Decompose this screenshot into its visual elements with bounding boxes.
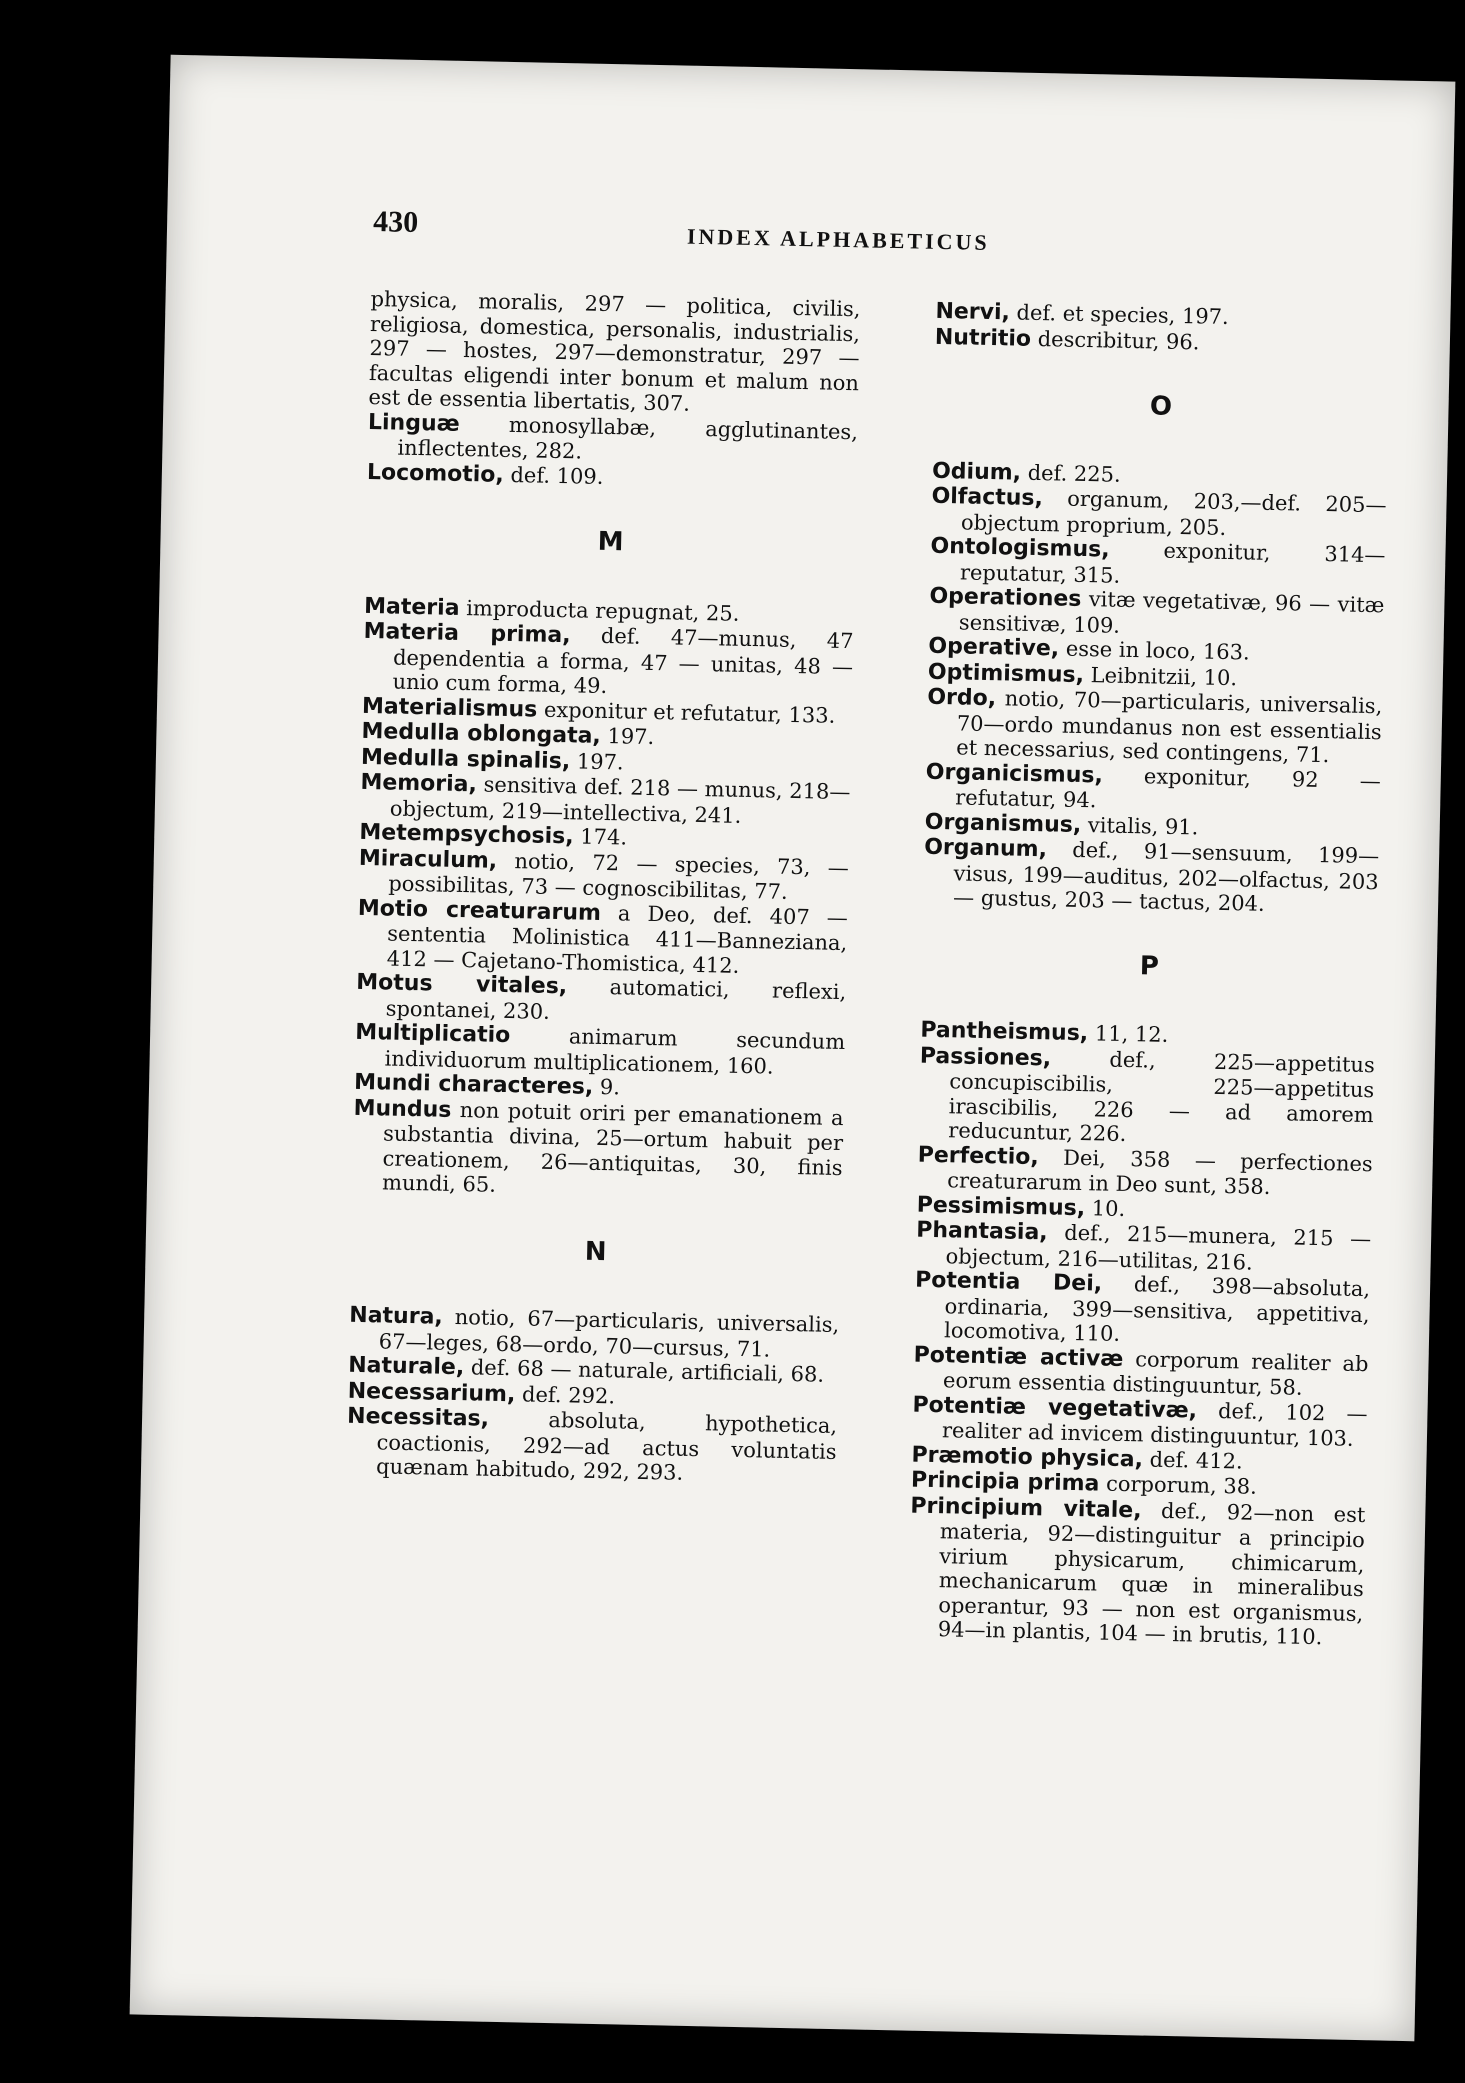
entries-m [352,593,854,1204]
entry-text: vitæ vegetativæ, 96 — vitæ sensitivæ, 109. [958,586,1385,638]
entry-headword: Pantheismus, [920,1017,1089,1047]
entry-text: notio, 72 — species, 73, — possibilitas, 73 — cognoscibilitas, 77. [388,848,850,904]
entry-text: def. 109. [503,462,604,489]
entry-headword: Organicismus, [925,759,1104,788]
running-head: INDEX ALPHABETICUS [686,223,990,255]
section-letter-n: N [584,1236,607,1267]
entry-text: exponitur, 92 — refutatur, 94. [955,762,1381,813]
entry-headword: Organismus, [924,809,1082,838]
index-entry [362,619,853,704]
entry-text: def. 47—munus, 47 dependentia a forma, 47 — unitas, 48 — unio cum forma, 49. [392,623,854,699]
entry-headword: Motio creaturarum [357,895,602,926]
index-entry [926,685,1382,769]
entry-text: esse in loco, 163. [1058,636,1250,665]
entry-headword: Medulla spinalis, [360,744,571,774]
section-letter-o: O [1149,391,1173,422]
book-page [130,55,1456,2041]
entry-text: a Deo, def. 407 —sententia Molinistica 411—Banneziana, 412 — Cajetano-Thomistica, 412. [386,900,848,978]
entries-n [346,1303,840,1489]
entry-text: 11, 12. [1087,1021,1169,1047]
entry-headword: Multiplicatio [354,1019,511,1049]
entry-headword: Miraculum, [358,845,498,874]
page-number: 430 [372,205,419,239]
entry-text: 174. [573,824,628,850]
entry-headword: Ontologismus, [930,533,1110,563]
entry-text: def., 398—absoluta, ordinaria, 399—sensitiva, appetitiva, locomotiva, 110. [943,1271,1371,1346]
entry-text: corporum realiter ab eorum essentia distinguuntur, 58. [942,1346,1369,1400]
entry-headword: Principium vitale, [910,1493,1142,1523]
entry-text: corporum, 38. [1099,1471,1258,1499]
entry-headword: Linguæ [367,409,460,437]
entry-text: def. 225. [1020,460,1121,487]
entry-text: Leibnitzii, 10. [1083,662,1238,690]
right-column [908,299,1391,1651]
entry-headword: Necessarium, [347,1378,516,1407]
entry-headword: Phantasia, [915,1217,1048,1246]
entry-text: exponitur et refutatur, 133. [537,697,836,728]
entry-text: def. 412. [1142,1446,1243,1474]
entry-headword: Optimismus, [927,659,1085,688]
entry-headword: Potentia Dei, [914,1267,1103,1297]
entry-text: 10. [1084,1195,1126,1221]
entry-headword: Ordo, [927,684,997,712]
entry-headword: Naturale, [347,1352,465,1381]
entries-o [923,458,1387,918]
index-entry [352,1095,844,1204]
entry-text: def., 91—sensuum, 199—visus, 199—auditus, 202—olfactus, 203 — gustus, 203 — tactus, 204. [952,837,1380,916]
entry-headword: Mundus [353,1095,452,1123]
entry-headword: Odium, [931,458,1022,486]
entry-text: def., 92—non est materia, 92—distinguitur a principio virium physicarum, chimicarum, mechanicarum quæ in mineralibus operantur, 93 — non est organismus, 94—in plantis, 104 — in brutis, 110. [937,1497,1366,1650]
entry-text: def., 225—appetitus concupiscibilis, 225—appetitus irascibilis, 226 — ad amorem reducuntur, 226. [948,1045,1376,1147]
entry-text: 197. [600,723,655,750]
index-entry [908,1493,1366,1650]
entry-text: notio, 70—particularis, universalis, 70—ordo mundanus non est essentialis et necessarius, sed contingens, 71. [956,686,1383,768]
entry-text: def. et species, 197. [1009,300,1229,329]
entry-headword: Materia prima, [363,618,571,649]
entry-headword: Necessitas, [346,1403,490,1432]
entry-headword: Passiones, [919,1043,1052,1071]
entry-text: notio, 67—particularis, universalis, 67—leges, 68—ordo, 70—cursus, 71. [378,1304,840,1362]
entry-text: def. 68 — naturale, artificiali, 68. [463,1355,825,1387]
entry-text: Dei, 358 — perfectiones creaturarum in Deo sunt, 358. [947,1144,1373,1200]
index-entry [346,1404,837,1489]
entry-text: def., 102 — realiter ad invicem distinguuntur, 103. [941,1398,1368,1451]
entry-text: absoluta, hypothetica, coactionis, 292—ad actus voluntatis quænam habitudo, 292, 293. [375,1406,838,1485]
entry-headword: Motus vitales, [356,969,568,1000]
entry-headword: Operationes [929,583,1082,612]
entry-headword: Organum, [923,834,1048,863]
entry-text: sensitiva def. 218 — munus, 218—objectum, 219—intellectiva, 241. [389,772,851,828]
entries-p [908,1018,1376,1651]
entry-headword: Pessimismus, [916,1192,1086,1221]
entry-text: animarum secundum individuorum multiplicationem, 160. [384,1023,846,1079]
entry-headword: Operative, [928,633,1060,662]
section-letter-m: M [597,526,624,558]
entry-headword: Olfactus, [931,483,1044,512]
entry-text: def., 215—munera, 215 —objectum, 216—utilitas, 216. [945,1220,1372,1275]
entry-headword: Potentiæ activæ [913,1342,1124,1372]
entry-text: def. 292. [515,1381,616,1408]
entry-text: 9. [593,1074,621,1100]
entry-text: improducta repugnat, 25. [459,595,740,626]
entry-headword: Memoria, [360,769,478,798]
continued-entry: physica, moralis, 297 — politica, civilis, religiosa, domestica, personalis, industrialis, 297 — hostes, 297—demonstratur, 297 — facultas eligendi inter bonum et malum non est de essentia libertatis, 307. [368,287,861,416]
entry-headword: Præmotio physica, [911,1442,1144,1472]
entry-text: vitalis, 91. [1080,812,1199,839]
entry-headword: Medulla oblongata, [361,718,602,749]
entry-headword: Locomotio, [366,459,505,488]
entry-headword: Principia prima [910,1467,1100,1497]
entry-headword: Nervi, [935,298,1011,326]
section-letter-p: P [1139,950,1160,982]
entry-text: exponitur, 314—reputatur, 315. [959,537,1386,588]
entry-text: 197. [569,748,624,774]
index-entry [918,1043,1375,1152]
entry-headword: Mundi characteres, [353,1069,594,1100]
entry-headword: Materia [363,593,460,621]
entry-text: non potuit oriri per emanationem a substantia divina, 25—ortum habuit per creationem, 26—antiquitas, 30, finis mundi, 65. [381,1097,844,1197]
entry-headword: Perfectio, [917,1142,1039,1170]
entry-headword: Materialismus [361,693,538,723]
entry-headword: Nutritio [934,324,1032,352]
entry-headword: Potentiæ vegetativæ, [912,1392,1198,1424]
entry-headword: Metempsychosis, [359,819,574,850]
index-entry [357,895,848,980]
entry-headword: Natura, [349,1302,444,1330]
index-entry [923,835,1379,919]
entry-text: monosyllabæ, agglutinantes, inflectentes, 282. [397,411,859,464]
entries-l [367,409,858,495]
entries-n-cont [935,299,1391,360]
left-column [346,287,861,1489]
entry-text: automatici, reflexi, spontanei, 230. [385,974,847,1024]
entry-text: organum, 203,—def. 205—objectum proprium, 205. [960,486,1387,540]
index-entry [914,1268,1370,1352]
entry-text: describitur, 96. [1030,326,1200,354]
